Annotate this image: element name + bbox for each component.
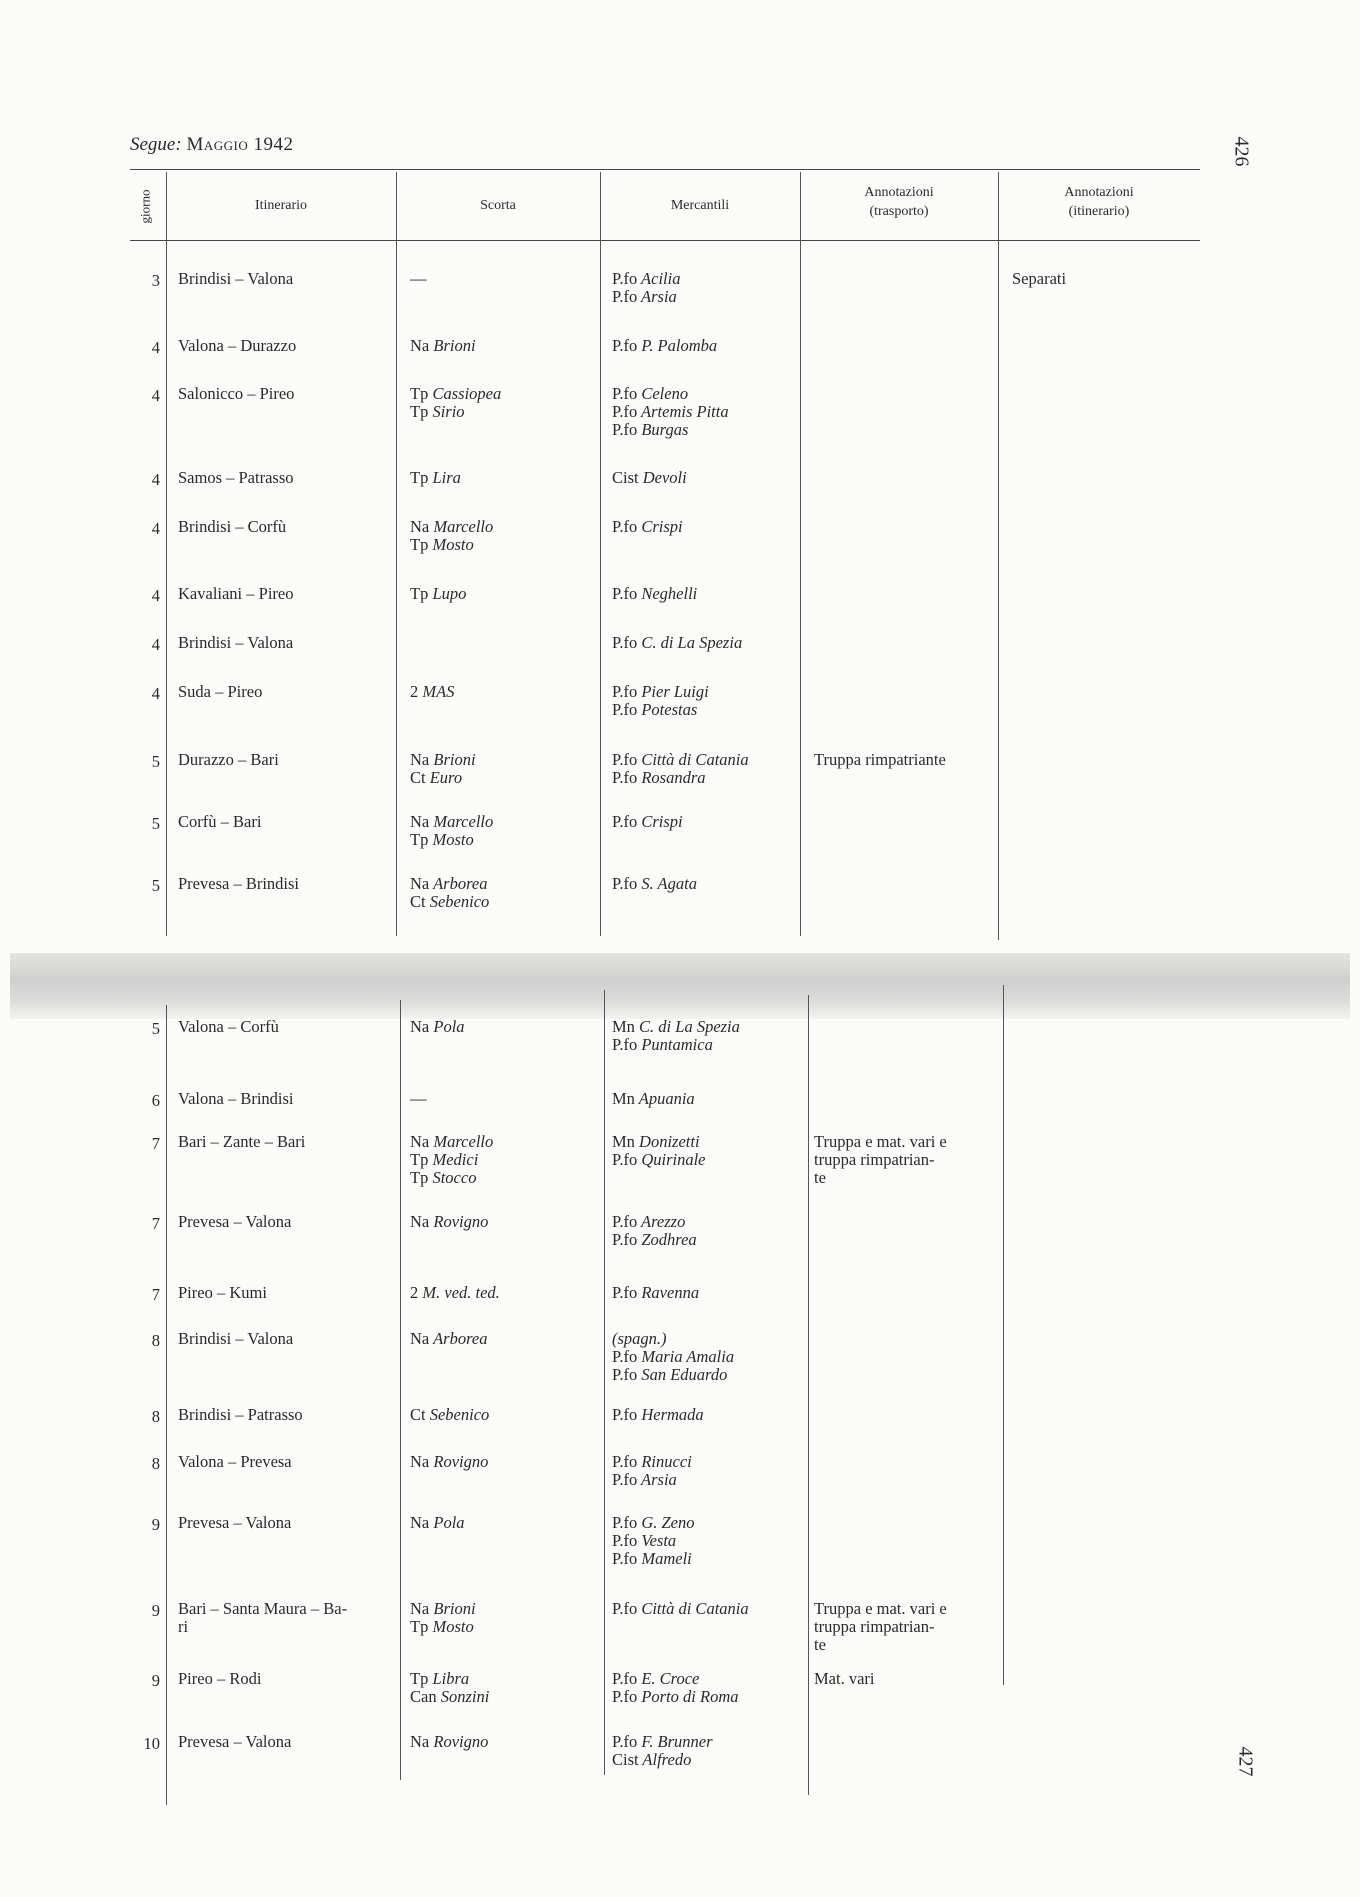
- page-number-top: 426: [1230, 136, 1253, 167]
- day-cell: 3: [151, 271, 160, 290]
- col-rule: [166, 1005, 167, 1805]
- merchants-cell: P.fo Pier Luigi P.fo Potestas: [612, 682, 709, 719]
- header-mercantili: Mercantili: [670, 198, 730, 213]
- escort-cell: Na Pola: [410, 1017, 465, 1036]
- route-cell: Prevesa – Brindisi: [178, 874, 299, 893]
- title-prefix: Segue:: [130, 134, 182, 155]
- day-cell: 9: [151, 1671, 160, 1690]
- col-rule: [166, 172, 167, 936]
- escort-cell: Na Arborea Ct Sebenico: [410, 874, 490, 911]
- route-cell: Prevesa – Valona: [178, 1732, 292, 1751]
- route-cell: Brindisi – Corfù: [178, 517, 287, 536]
- route-cell: Salonicco – Pireo: [178, 384, 295, 403]
- merchants-cell: P.fo G. Zeno P.fo Vesta P.fo Mameli: [612, 1513, 695, 1568]
- day-cell: 4: [151, 635, 160, 654]
- day-cell: 9: [151, 1601, 160, 1620]
- title-month: Maggio 1942: [186, 134, 294, 155]
- route-cell: Valona – Corfù: [178, 1017, 279, 1036]
- escort-cell: Na Rovigno: [410, 1732, 489, 1751]
- escort-cell: Na Marcello Tp Mosto: [410, 812, 494, 849]
- merchants-cell: Mn C. di La Spezia P.fo Puntamica: [612, 1017, 740, 1054]
- route-cell: Prevesa – Valona: [178, 1513, 292, 1532]
- col-rule: [998, 172, 999, 940]
- header-bottom-rule: [130, 240, 1200, 241]
- merchants-cell: P.fo Città di Catania: [612, 1599, 749, 1618]
- route-cell: Valona – Brindisi: [178, 1089, 294, 1108]
- col-rule: [600, 172, 601, 936]
- merchants-cell: P.fo Città di Catania P.fo Rosandra: [612, 750, 749, 787]
- escort-cell: Na Rovigno: [410, 1452, 489, 1471]
- route-cell: Kavaliani – Pireo: [178, 584, 294, 603]
- escort-cell: 2 M. ved. ted.: [410, 1283, 500, 1302]
- day-cell: 10: [143, 1734, 160, 1753]
- day-cell: 4: [151, 684, 160, 703]
- itinerario-note: Separati: [1012, 269, 1067, 288]
- merchants-cell: Mn Donizetti P.fo Quirinale: [612, 1132, 706, 1169]
- escort-cell: Na Rovigno: [410, 1212, 489, 1231]
- col-rule: [1003, 985, 1004, 1685]
- day-cell: 4: [151, 338, 160, 357]
- route-cell: Brindisi – Patrasso: [178, 1405, 303, 1424]
- merchants-cell: P.fo E. Croce P.fo Porto di Roma: [612, 1669, 739, 1706]
- route-cell: Pireo – Rodi: [178, 1669, 262, 1688]
- day-cell: 7: [151, 1285, 160, 1304]
- page-fold: [10, 953, 1350, 1019]
- day-cell: 4: [151, 470, 160, 489]
- day-cell: 4: [151, 586, 160, 605]
- header-annotazioni-trasporto: Annotazioni (trasporto): [864, 185, 934, 219]
- merchants-cell: P.fo Acilia P.fo Arsia: [612, 269, 681, 306]
- header-itinerario: Itinerario: [254, 198, 308, 213]
- route-cell: Brindisi – Valona: [178, 269, 294, 288]
- route-cell: Corfù – Bari: [178, 812, 262, 831]
- header-top-rule: [130, 169, 1200, 170]
- merchants-cell: P.fo Ravenna: [612, 1283, 700, 1302]
- day-cell: 5: [151, 814, 160, 833]
- merchants-cell: P.fo Crispi: [612, 812, 683, 831]
- trasporto-note: Truppa rimpatriante: [814, 750, 946, 769]
- col-rule: [396, 172, 397, 936]
- day-cell: 8: [151, 1331, 160, 1350]
- route-cell: Durazzo – Bari: [178, 750, 279, 769]
- route-cell: Brindisi – Valona: [178, 1329, 294, 1348]
- merchants-cell: Mn Apuania: [612, 1089, 695, 1108]
- escort-cell: Tp Lira: [410, 468, 461, 487]
- merchants-cell: P.fo Neghelli: [612, 584, 698, 603]
- merchants-cell: Cist Devoli: [612, 468, 687, 487]
- header-scorta: Scorta: [480, 198, 516, 213]
- page-title: [130, 134, 293, 156]
- route-cell: Valona – Prevesa: [178, 1452, 292, 1471]
- merchants-cell: P.fo Rinucci P.fo Arsia: [612, 1452, 692, 1489]
- escort-cell: —: [410, 269, 427, 288]
- col-rule: [604, 990, 605, 1775]
- day-cell: 7: [151, 1134, 160, 1153]
- day-cell: 7: [151, 1214, 160, 1233]
- day-cell: 4: [151, 519, 160, 538]
- trasporto-note: Truppa e mat. vari e truppa rimpatrian- te: [814, 1132, 947, 1187]
- day-cell: 8: [151, 1454, 160, 1473]
- merchants-cell: P.fo Arezzo P.fo Zodhrea: [612, 1212, 697, 1249]
- day-cell: 5: [151, 1019, 160, 1038]
- escort-cell: Na Brioni Ct Euro: [410, 750, 476, 787]
- merchants-cell: P.fo C. di La Spezia: [612, 633, 743, 652]
- merchants-cell: P.fo Crispi: [612, 517, 683, 536]
- merchants-cell: P.fo P. Palomba: [612, 336, 718, 355]
- route-cell: Bari – Santa Maura – Ba- ri: [178, 1599, 348, 1636]
- merchants-cell: P.fo S. Agata: [612, 874, 697, 893]
- day-cell: 9: [151, 1515, 160, 1534]
- escort-cell: Na Pola: [410, 1513, 465, 1532]
- route-cell: Brindisi – Valona: [178, 633, 294, 652]
- route-cell: Valona – Durazzo: [178, 336, 297, 355]
- header-annotazioni-itinerario: Annotazioni (itinerario): [1064, 185, 1134, 219]
- route-cell: Bari – Zante – Bari: [178, 1132, 306, 1151]
- day-cell: 5: [151, 752, 160, 771]
- col-rule: [800, 172, 801, 936]
- escort-cell: 2 MAS: [410, 682, 455, 701]
- day-cell: 6: [151, 1091, 160, 1110]
- merchants-cell: P.fo Hermada: [612, 1405, 704, 1424]
- merchants-cell: P.fo Celeno P.fo Artemis Pitta P.fo Burgas: [612, 384, 729, 439]
- day-cell: 8: [151, 1407, 160, 1426]
- trasporto-note: Truppa e mat. vari e truppa rimpatrian- te: [814, 1599, 947, 1654]
- escort-cell: Na Marcello Tp Medici Tp Stocco: [410, 1132, 494, 1187]
- route-cell: Suda – Pireo: [178, 682, 263, 701]
- merchants-cell: P.fo F. Brunner Cist Alfredo: [612, 1732, 713, 1769]
- col-rule: [400, 1000, 401, 1780]
- route-cell: Samos – Patrasso: [178, 468, 294, 487]
- escort-cell: Na Brioni Tp Mosto: [410, 1599, 476, 1636]
- route-cell: Pireo – Kumi: [178, 1283, 267, 1302]
- escort-cell: Tp Cassiopea Tp Sirio: [410, 384, 502, 421]
- col-rule: [808, 995, 809, 1795]
- escort-cell: Tp Libra Can Sonzini: [410, 1669, 490, 1706]
- header-giorno: giorno: [137, 189, 153, 224]
- escort-cell: Tp Lupo: [410, 584, 467, 603]
- escort-cell: —: [410, 1089, 427, 1108]
- escort-cell: Na Brioni: [410, 336, 476, 355]
- escort-cell: Ct Sebenico: [410, 1405, 490, 1424]
- day-cell: 5: [151, 876, 160, 895]
- trasporto-note: Mat. vari: [814, 1669, 875, 1688]
- escort-cell: Na Arborea: [410, 1329, 488, 1348]
- route-cell: Prevesa – Valona: [178, 1212, 292, 1231]
- merchants-cell: (spagn.) P.fo Maria Amalia P.fo San Eduardo: [612, 1329, 735, 1384]
- escort-cell: Na Marcello Tp Mosto: [410, 517, 494, 554]
- page-number-bottom: 427: [1234, 1746, 1257, 1777]
- day-cell: 4: [151, 386, 160, 405]
